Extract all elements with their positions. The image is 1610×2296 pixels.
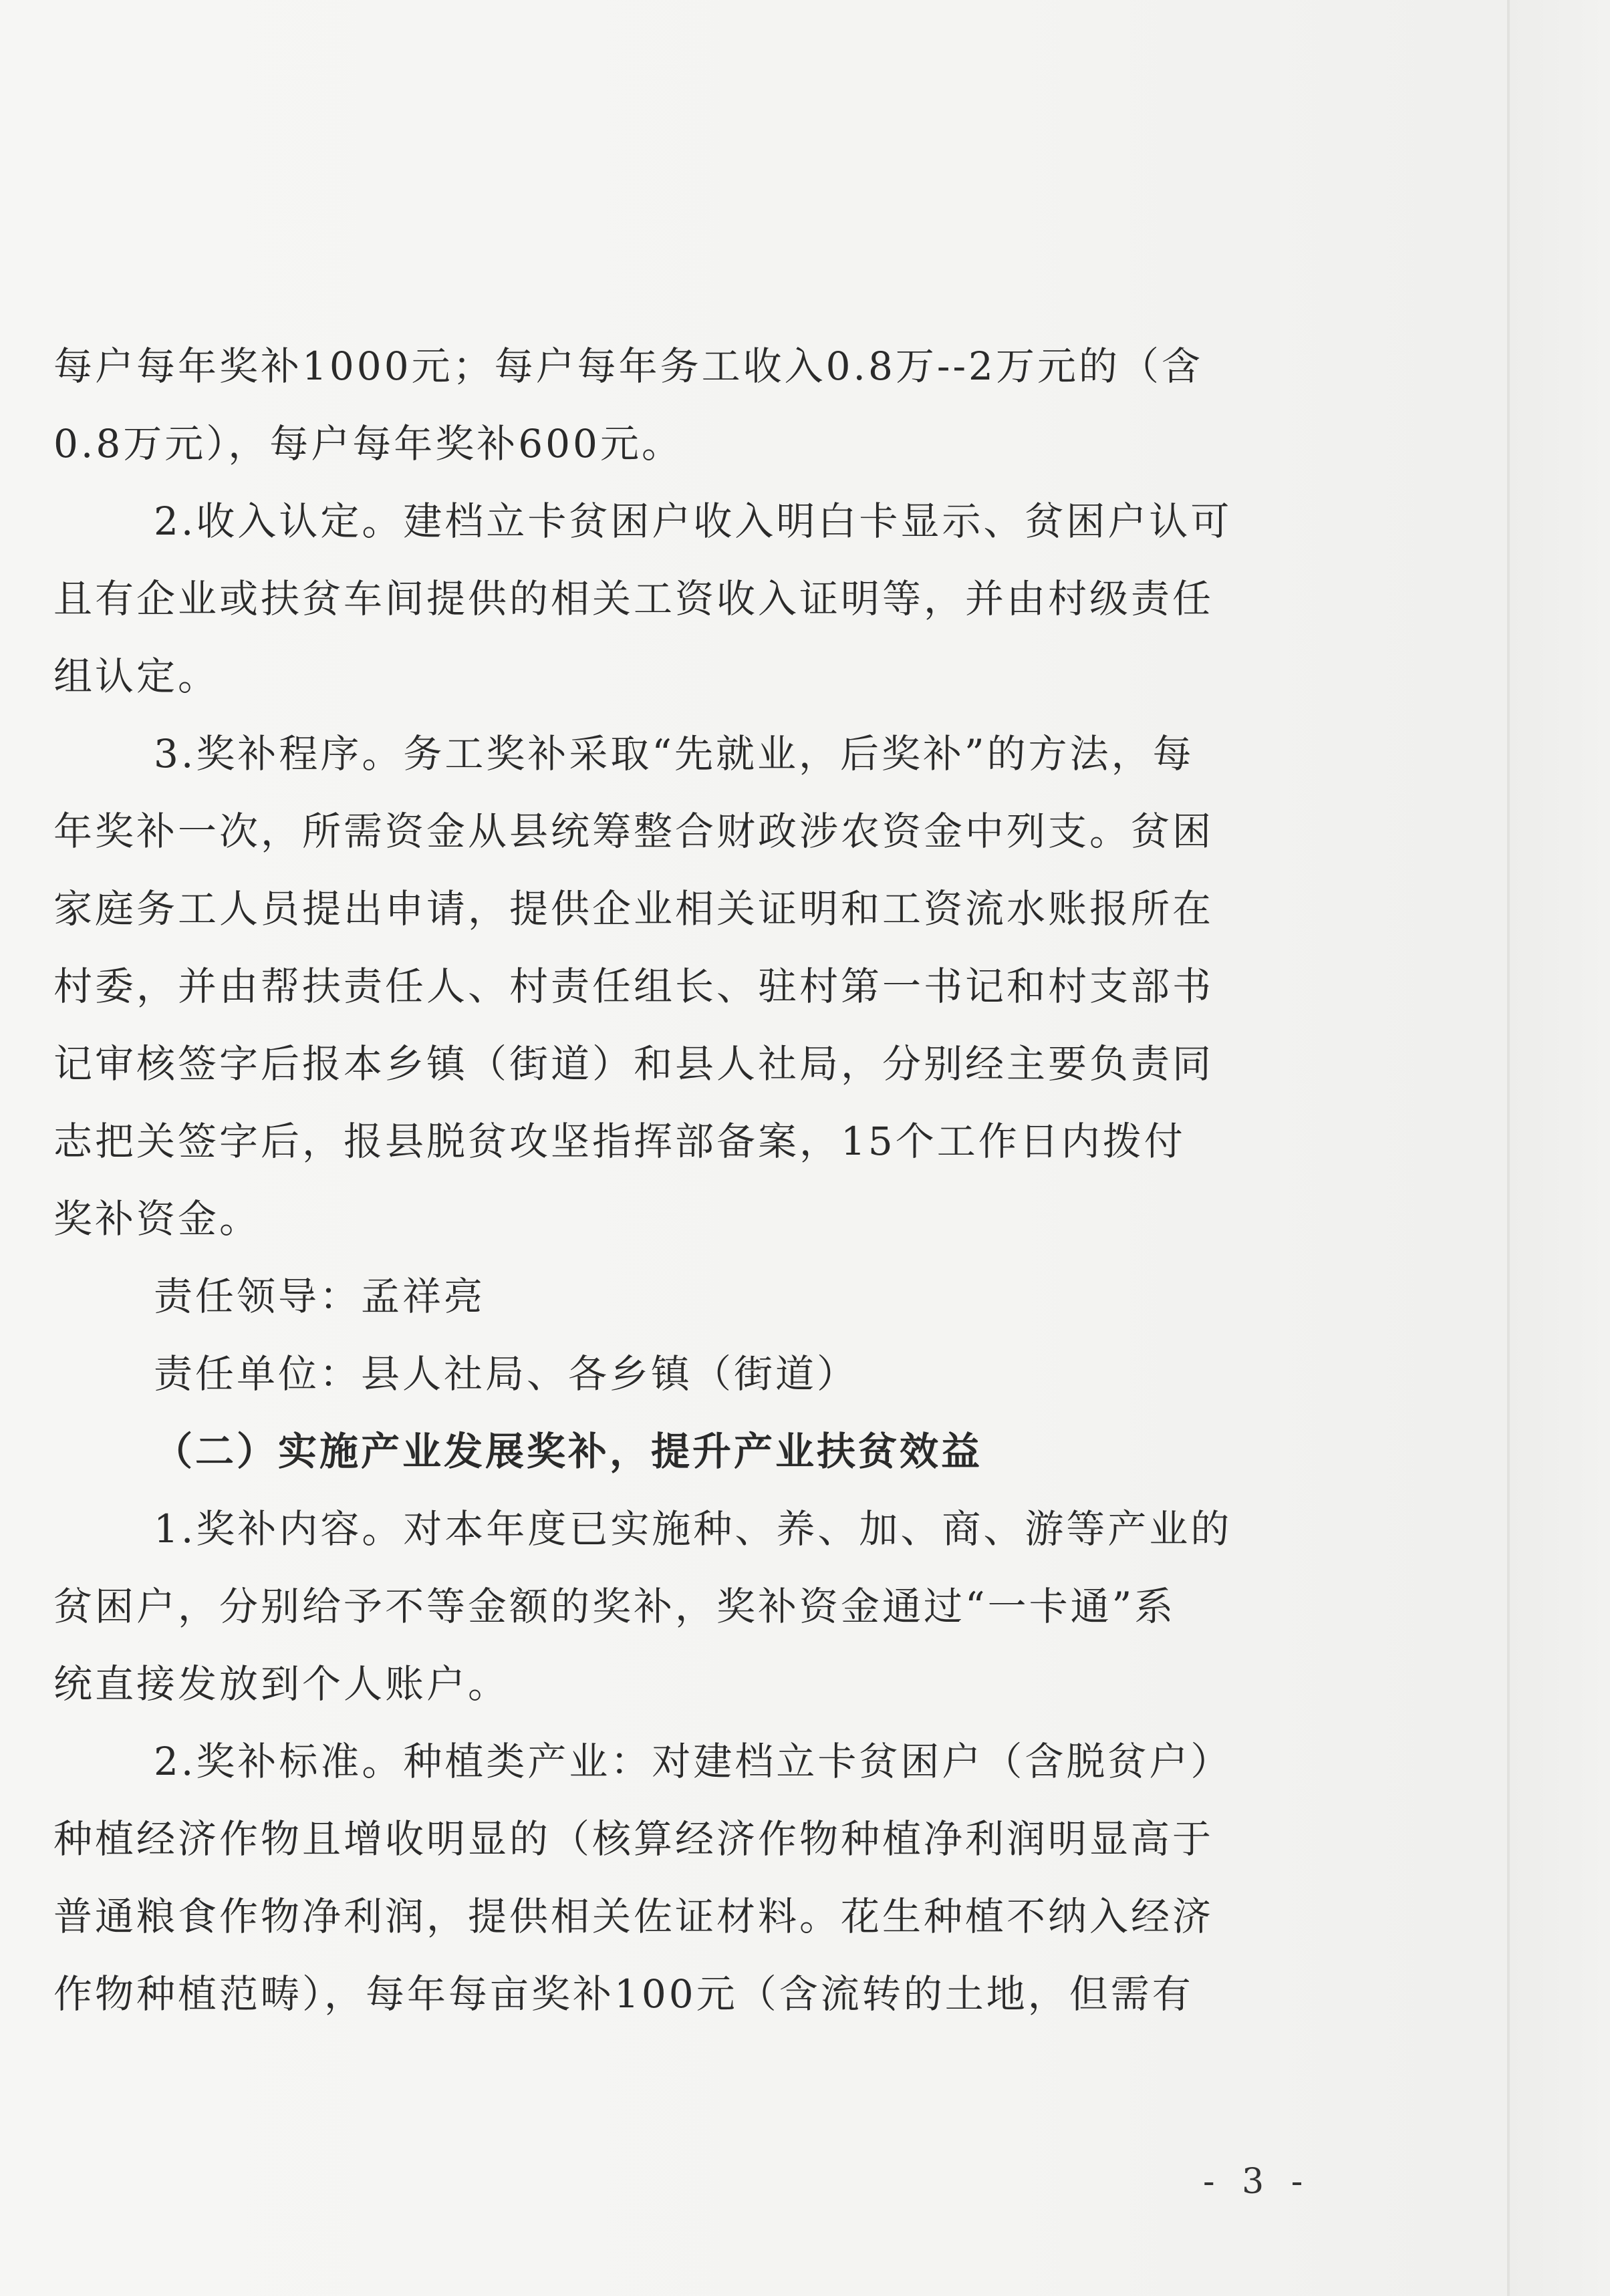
- page-fold-shade: [1510, 0, 1610, 2296]
- page-fold-line: [1507, 0, 1510, 2296]
- body-line-20: 种植经济作物且增收明显的（核算经济作物种植净利润明显高于: [53, 1816, 1214, 1862]
- body-line-9: 村委，并由帮扶责任人、村责任组长、驻村第一书记和村支部书: [53, 964, 1214, 1009]
- body-line-18: 统直接发放到个人账户。: [53, 1661, 510, 1707]
- body-line-4: 且有企业或扶贫车间提供的相关工资收入证明等，并由村级责任: [53, 576, 1214, 621]
- body-line-3: 2.收入认定。建档立卡贫困户收入明白卡显示、贫困户认可: [154, 498, 1232, 544]
- body-line-5: 组认定。: [53, 654, 220, 699]
- body-line-19: 2.奖补标准。种植类产业：对建档立卡贫困户（含脱贫户）: [154, 1739, 1232, 1784]
- page-number: - 3 -: [1203, 2162, 1311, 2202]
- responsible-unit: 责任单位：县人社局、各乡镇（街道）: [154, 1351, 859, 1397]
- body-line-21: 普通粮食作物净利润，提供相关佐证材料。花生种植不纳入经济: [53, 1894, 1214, 1939]
- body-line-16: 1.奖补内容。对本年度已实施种、养、加、商、游等产业的: [154, 1506, 1232, 1552]
- body-line-12: 奖补资金。: [53, 1196, 261, 1242]
- body-line-22: 作物种植范畴），每年每亩奖补100元（含流转的土地，但需有: [53, 1971, 1194, 2017]
- body-line-2: 0.8万元），每户每年奖补600元。: [53, 421, 683, 466]
- responsible-leader: 责任领导：孟祥亮: [154, 1274, 486, 1319]
- document-body: [53, 327, 1310, 2033]
- body-line-10: 记审核签字后报本乡镇（街道）和县人社局，分别经主要负责同: [53, 1041, 1214, 1087]
- body-line-11: 志把关签字后，报县脱贫攻坚指挥部备案，15个工作日内拨付: [53, 1119, 1186, 1164]
- body-line-17: 贫困户，分别给予不等金额的奖补，奖补资金通过“一卡通”系: [53, 1584, 1176, 1629]
- body-line-6: 3.奖补程序。务工奖补采取“先就业，后奖补”的方法，每: [154, 731, 1194, 776]
- section-heading: （二）实施产业发展奖补，提升产业扶贫效益: [154, 1429, 983, 1474]
- body-line-1: 每户每年奖补1000元；每户每年务工收入0.8万--2万元的（含: [53, 343, 1203, 389]
- body-line-7: 年奖补一次，所需资金从县统筹整合财政涉农资金中列支。贫困: [53, 809, 1214, 854]
- body-line-8: 家庭务工人员提出申请，提供企业相关证明和工资流水账报所在: [53, 886, 1214, 931]
